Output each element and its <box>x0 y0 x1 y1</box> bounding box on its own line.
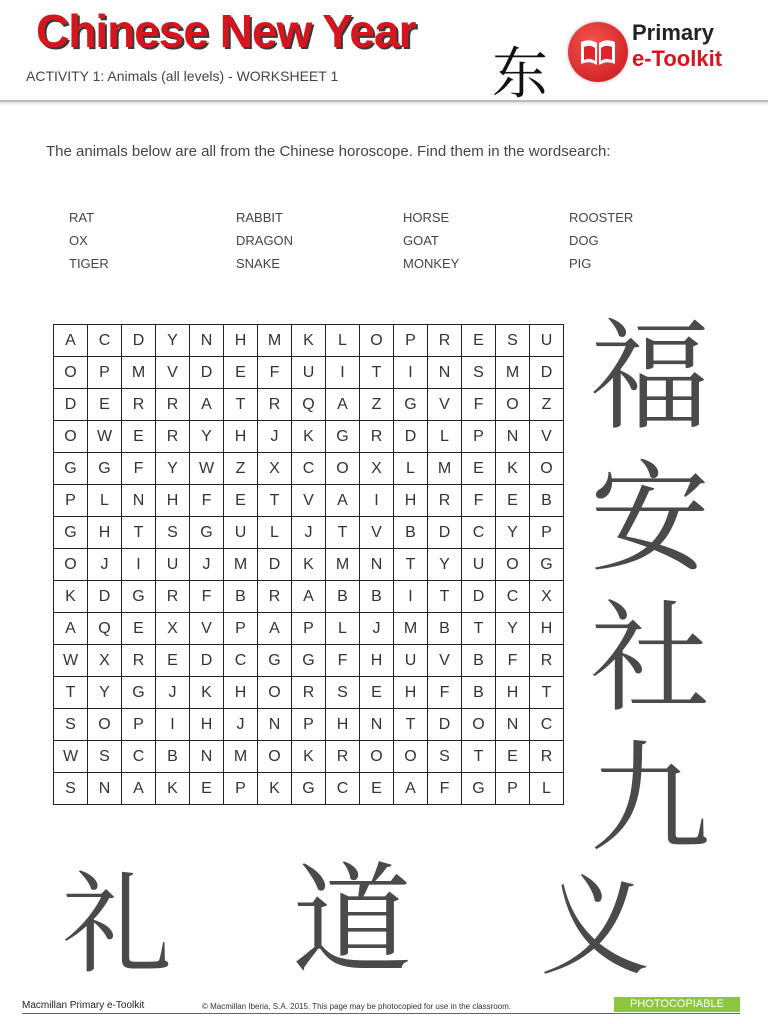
grid-cell: O <box>326 453 360 485</box>
grid-cell: A <box>258 613 292 645</box>
chinese-glyph-an: 安 <box>590 450 710 589</box>
grid-cell: D <box>190 357 224 389</box>
grid-cell: T <box>258 485 292 517</box>
grid-cell: K <box>156 773 190 805</box>
grid-cell: O <box>462 709 496 741</box>
word-item: OX <box>69 233 88 248</box>
grid-cell: P <box>54 485 88 517</box>
grid-cell: N <box>496 709 530 741</box>
grid-cell: E <box>122 613 156 645</box>
activity-subtitle: ACTIVITY 1: Animals (all levels) - WORKSHEET 1 <box>26 68 339 84</box>
wordsearch-grid <box>53 324 564 805</box>
grid-cell: W <box>54 645 88 677</box>
grid-cell: S <box>88 741 122 773</box>
grid-cell: G <box>122 581 156 613</box>
page-title: Chinese New Year <box>36 5 416 57</box>
grid-cell: M <box>428 453 462 485</box>
grid-cell: H <box>394 677 428 709</box>
footer-rule <box>22 1013 740 1014</box>
footer-copyright: © Macmillan Iberia, S.A. 2015. This page may be photocopied for use in the classroom. <box>202 1002 512 1011</box>
word-item: PIG <box>569 256 592 271</box>
instructions: The animals below are all from the Chinese horoscope. Find them in the wordsearch: <box>46 143 611 160</box>
grid-cell: P <box>530 517 564 549</box>
grid-cell: Q <box>88 613 122 645</box>
grid-cell: J <box>292 517 326 549</box>
grid-cell: L <box>394 453 428 485</box>
grid-cell: N <box>190 741 224 773</box>
grid-cell: I <box>326 357 360 389</box>
grid-row <box>54 549 564 581</box>
grid-cell: K <box>54 581 88 613</box>
grid-cell: D <box>190 645 224 677</box>
grid-cell: X <box>156 613 190 645</box>
grid-cell: S <box>428 741 462 773</box>
grid-cell: C <box>496 581 530 613</box>
grid-cell: A <box>54 325 88 357</box>
grid-cell: R <box>156 581 190 613</box>
grid-cell: P <box>224 773 258 805</box>
grid-cell: Z <box>224 453 258 485</box>
grid-cell: A <box>326 389 360 421</box>
grid-row <box>54 517 564 549</box>
grid-cell: J <box>224 709 258 741</box>
grid-cell: I <box>122 549 156 581</box>
grid-cell: L <box>326 613 360 645</box>
grid-cell: S <box>462 357 496 389</box>
grid-cell: V <box>428 645 462 677</box>
book-icon <box>568 22 628 82</box>
grid-cell: D <box>428 517 462 549</box>
grid-cell: H <box>394 485 428 517</box>
grid-cell: O <box>258 741 292 773</box>
grid-cell: N <box>190 325 224 357</box>
grid-cell: H <box>530 613 564 645</box>
grid-cell: Q <box>292 389 326 421</box>
grid-cell: C <box>530 709 564 741</box>
grid-cell: Y <box>88 677 122 709</box>
grid-cell: D <box>54 389 88 421</box>
chinese-glyph-jiu: 九 <box>590 730 710 869</box>
grid-cell: W <box>54 741 88 773</box>
grid-cell: G <box>292 645 326 677</box>
header-shadow <box>0 102 768 106</box>
grid-cell: V <box>292 485 326 517</box>
grid-cell: P <box>462 421 496 453</box>
grid-cell: K <box>190 677 224 709</box>
grid-cell: H <box>224 325 258 357</box>
grid-cell: T <box>462 741 496 773</box>
grid-cell: R <box>122 389 156 421</box>
grid-cell: B <box>428 613 462 645</box>
grid-cell: K <box>496 453 530 485</box>
grid-cell: N <box>496 421 530 453</box>
grid-cell: T <box>54 677 88 709</box>
grid-cell: T <box>360 357 394 389</box>
grid-cell: R <box>428 325 462 357</box>
grid-cell: I <box>156 709 190 741</box>
grid-cell: G <box>190 517 224 549</box>
grid-cell: S <box>54 709 88 741</box>
grid-cell: F <box>258 357 292 389</box>
grid-cell: F <box>428 677 462 709</box>
grid-cell: H <box>156 485 190 517</box>
grid-cell: E <box>190 773 224 805</box>
grid-cell: R <box>326 741 360 773</box>
grid-cell: O <box>360 325 394 357</box>
grid-cell: S <box>156 517 190 549</box>
grid-cell: L <box>258 517 292 549</box>
grid-cell: H <box>224 677 258 709</box>
grid-cell: W <box>88 421 122 453</box>
grid-cell: P <box>122 709 156 741</box>
grid-cell: D <box>428 709 462 741</box>
grid-cell: L <box>326 325 360 357</box>
word-item: DRAGON <box>236 233 294 248</box>
grid-cell: X <box>88 645 122 677</box>
grid-cell: T <box>394 549 428 581</box>
grid-cell: S <box>496 325 530 357</box>
grid-row <box>54 741 564 773</box>
grid-row <box>54 709 564 741</box>
grid-cell: L <box>428 421 462 453</box>
grid-cell: R <box>258 389 292 421</box>
grid-cell: A <box>292 581 326 613</box>
word-item: DOG <box>569 233 599 248</box>
grid-cell: J <box>88 549 122 581</box>
grid-cell: B <box>156 741 190 773</box>
grid-cell: E <box>462 453 496 485</box>
grid-cell: O <box>54 421 88 453</box>
grid-cell: G <box>54 517 88 549</box>
grid-cell: N <box>88 773 122 805</box>
grid-cell: Y <box>496 517 530 549</box>
grid-cell: M <box>326 549 360 581</box>
grid-cell: T <box>326 517 360 549</box>
grid-cell: V <box>156 357 190 389</box>
grid-cell: M <box>224 741 258 773</box>
grid-cell: M <box>224 549 258 581</box>
grid-cell: P <box>292 613 326 645</box>
grid-cell: R <box>122 645 156 677</box>
grid-cell: V <box>190 613 224 645</box>
grid-cell: G <box>122 677 156 709</box>
grid-row <box>54 581 564 613</box>
grid-cell: T <box>394 709 428 741</box>
word-item: MONKEY <box>403 256 460 271</box>
grid-cell: Y <box>156 453 190 485</box>
grid-cell: E <box>360 773 394 805</box>
grid-row <box>54 453 564 485</box>
grid-cell: J <box>156 677 190 709</box>
logo-toolkit-text: e-Toolkit <box>632 46 723 71</box>
grid-cell: C <box>326 773 360 805</box>
grid-cell: C <box>88 325 122 357</box>
grid-cell: U <box>394 645 428 677</box>
grid-cell: G <box>326 421 360 453</box>
grid-cell: B <box>224 581 258 613</box>
grid-cell: K <box>258 773 292 805</box>
grid-row <box>54 485 564 517</box>
grid-cell: A <box>122 773 156 805</box>
word-item: RABBIT <box>236 210 283 225</box>
grid-cell: H <box>496 677 530 709</box>
grid-cell: C <box>292 453 326 485</box>
word-item: TIGER <box>69 256 109 271</box>
grid-cell: R <box>292 677 326 709</box>
grid-cell: R <box>156 421 190 453</box>
grid-cell: I <box>360 485 394 517</box>
chinese-glyph-yi: 义 <box>540 863 650 991</box>
grid-cell: H <box>360 645 394 677</box>
grid-cell: H <box>88 517 122 549</box>
grid-cell: D <box>530 357 564 389</box>
grid-cell: P <box>496 773 530 805</box>
grid-cell: O <box>530 453 564 485</box>
grid-cell: J <box>258 421 292 453</box>
grid-cell: U <box>530 325 564 357</box>
grid-cell: Y <box>156 325 190 357</box>
grid-cell: H <box>326 709 360 741</box>
grid-cell: U <box>156 549 190 581</box>
grid-cell: S <box>54 773 88 805</box>
grid-cell: R <box>530 741 564 773</box>
grid-cell: E <box>496 741 530 773</box>
grid-cell: B <box>530 485 564 517</box>
grid-cell: F <box>190 485 224 517</box>
grid-cell: A <box>54 613 88 645</box>
grid-cell: R <box>428 485 462 517</box>
grid-row <box>54 357 564 389</box>
grid-cell: O <box>360 741 394 773</box>
chinese-glyph-she: 社 <box>590 590 710 729</box>
grid-cell: O <box>394 741 428 773</box>
header-chinese-glyph: 东 <box>492 42 548 107</box>
grid-cell: G <box>462 773 496 805</box>
grid-cell: Y <box>190 421 224 453</box>
grid-cell: M <box>258 325 292 357</box>
grid-cell: O <box>54 549 88 581</box>
grid-row <box>54 645 564 677</box>
grid-cell: F <box>428 773 462 805</box>
grid-cell: D <box>88 581 122 613</box>
grid-cell: B <box>360 581 394 613</box>
grid-cell: N <box>360 709 394 741</box>
grid-cell: I <box>394 581 428 613</box>
grid-cell: I <box>394 357 428 389</box>
footer-publisher: Macmillan Primary e-Toolkit <box>22 1000 145 1011</box>
grid-cell: D <box>122 325 156 357</box>
grid-cell: M <box>122 357 156 389</box>
grid-cell: M <box>394 613 428 645</box>
grid-cell: G <box>54 453 88 485</box>
grid-cell: Z <box>530 389 564 421</box>
grid-cell: U <box>292 357 326 389</box>
grid-cell: D <box>258 549 292 581</box>
chinese-glyph-fu: 福 <box>590 308 710 447</box>
word-item: ROOSTER <box>569 210 634 225</box>
grid-cell: Z <box>360 389 394 421</box>
grid-cell: L <box>530 773 564 805</box>
grid-cell: V <box>360 517 394 549</box>
grid-cell: F <box>462 485 496 517</box>
grid-cell: N <box>360 549 394 581</box>
grid-cell: O <box>496 549 530 581</box>
grid-cell: D <box>394 421 428 453</box>
grid-cell: B <box>326 581 360 613</box>
grid-cell: E <box>122 421 156 453</box>
grid-cell: B <box>462 645 496 677</box>
grid-cell: B <box>394 517 428 549</box>
grid-cell: O <box>88 709 122 741</box>
grid-cell: Y <box>496 613 530 645</box>
grid-row <box>54 677 564 709</box>
grid-cell: N <box>258 709 292 741</box>
grid-row <box>54 421 564 453</box>
word-list <box>69 210 669 280</box>
grid-cell: F <box>190 581 224 613</box>
grid-cell: H <box>190 709 224 741</box>
grid-cell: U <box>224 517 258 549</box>
grid-cell: B <box>462 677 496 709</box>
grid-cell: G <box>258 645 292 677</box>
grid-row <box>54 773 564 805</box>
grid-cell: D <box>462 581 496 613</box>
grid-cell: H <box>224 421 258 453</box>
grid-cell: V <box>428 389 462 421</box>
grid-cell: R <box>258 581 292 613</box>
grid-cell: F <box>326 645 360 677</box>
grid-cell: X <box>530 581 564 613</box>
grid-cell: U <box>462 549 496 581</box>
grid-cell: R <box>360 421 394 453</box>
grid-cell: P <box>88 357 122 389</box>
grid-cell: P <box>394 325 428 357</box>
grid-cell: O <box>258 677 292 709</box>
word-item: SNAKE <box>236 256 281 271</box>
grid-cell: A <box>190 389 224 421</box>
grid-cell: T <box>224 389 258 421</box>
grid-cell: E <box>224 357 258 389</box>
grid-cell: O <box>496 389 530 421</box>
grid-cell: A <box>394 773 428 805</box>
grid-cell: R <box>156 389 190 421</box>
grid-cell: A <box>326 485 360 517</box>
chinese-glyph-li: 礼 <box>62 861 172 989</box>
grid-cell: X <box>258 453 292 485</box>
logo-primary-text: Primary <box>632 20 714 45</box>
primary-etoolkit-logo <box>568 20 758 84</box>
grid-cell: J <box>190 549 224 581</box>
grid-cell: G <box>394 389 428 421</box>
grid-cell: K <box>292 325 326 357</box>
grid-cell: V <box>530 421 564 453</box>
grid-cell: Y <box>428 549 462 581</box>
grid-cell: R <box>530 645 564 677</box>
grid-cell: F <box>462 389 496 421</box>
grid-cell: X <box>360 453 394 485</box>
photocopiable-badge: PHOTOCOPIABLE <box>614 997 740 1012</box>
grid-cell: T <box>428 581 462 613</box>
grid-cell: L <box>88 485 122 517</box>
grid-cell: G <box>88 453 122 485</box>
grid-cell: E <box>360 677 394 709</box>
grid-cell: K <box>292 741 326 773</box>
grid-cell: E <box>156 645 190 677</box>
grid-cell: T <box>122 517 156 549</box>
grid-cell: S <box>326 677 360 709</box>
grid-cell: F <box>496 645 530 677</box>
word-item: RAT <box>69 210 95 225</box>
grid-cell: T <box>462 613 496 645</box>
grid-cell: P <box>224 613 258 645</box>
grid-cell: G <box>292 773 326 805</box>
grid-cell: E <box>88 389 122 421</box>
word-item: GOAT <box>403 233 439 248</box>
grid-cell: K <box>292 549 326 581</box>
grid-cell: J <box>360 613 394 645</box>
grid-cell: E <box>462 325 496 357</box>
grid-cell: C <box>122 741 156 773</box>
grid-cell: K <box>292 421 326 453</box>
grid-cell: G <box>530 549 564 581</box>
grid-row <box>54 389 564 421</box>
grid-cell: P <box>292 709 326 741</box>
grid-cell: F <box>122 453 156 485</box>
word-item: HORSE <box>403 210 450 225</box>
grid-cell: O <box>54 357 88 389</box>
grid-cell: T <box>530 677 564 709</box>
grid-cell: N <box>122 485 156 517</box>
grid-cell: W <box>190 453 224 485</box>
grid-cell: C <box>462 517 496 549</box>
chinese-glyph-dao: 道 <box>292 852 412 991</box>
grid-cell: C <box>224 645 258 677</box>
grid-row <box>54 613 564 645</box>
grid-cell: E <box>496 485 530 517</box>
grid-cell: E <box>224 485 258 517</box>
grid-row <box>54 325 564 357</box>
grid-cell: N <box>428 357 462 389</box>
grid-cell: M <box>496 357 530 389</box>
